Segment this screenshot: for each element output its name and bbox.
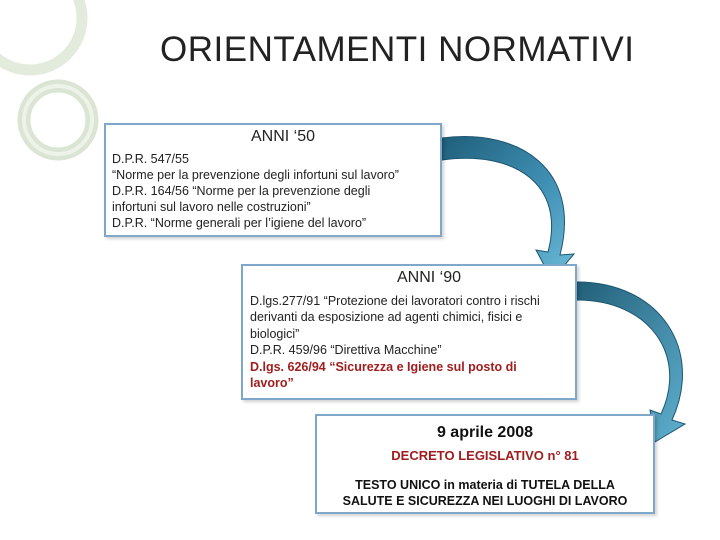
law-line: derivanti da esposizione ad agenti chimici, fisici e xyxy=(250,310,523,324)
decorative-rings-icon xyxy=(0,0,92,154)
box-anni-90 xyxy=(241,264,577,400)
box-heading: ANNI ‘90 xyxy=(396,269,462,286)
decree-date: 9 aprile 2008 xyxy=(436,424,534,441)
law-line: D.P.R. “Norme generali per l’igiene del lavoro” xyxy=(112,216,367,230)
testo-unico-text xyxy=(323,477,647,509)
decree-title: DECRETO LEGISLATIVO n° 81 xyxy=(391,448,579,463)
law-line: “Norme per la prevenzione degli infortuni sul lavoro” xyxy=(112,168,399,182)
law-line: D.P.R. 547/55 xyxy=(112,152,189,166)
box-2008 xyxy=(315,414,655,514)
law-line-highlight: D.lgs. 626/94 “Sicurezza e Igiene sul posto di xyxy=(250,359,517,374)
testo-line: SALUTE E SICUREZZA NEI LUOGHI DI LAVORO xyxy=(342,494,628,508)
law-line: infortuni sul lavoro nelle costruzioni” xyxy=(112,200,311,214)
curved-arrow-icon xyxy=(442,137,574,280)
law-line: biologici” xyxy=(250,326,300,341)
law-line: D.P.R. 164/56 “Norme per la prevenzione degli xyxy=(112,184,371,198)
slide-title: ORIENTAMENTI NORMATIVI xyxy=(160,30,635,69)
law-line: D.lgs.277/91 “Protezione dei lavoratori contro i rischi xyxy=(250,293,540,308)
box-heading: ANNI ‘50 xyxy=(250,128,316,145)
law-line: D.P.R. 459/96 “Direttiva Macchine” xyxy=(250,343,442,357)
box-anni-50 xyxy=(104,123,442,237)
law-line-highlight: lavoro” xyxy=(250,376,294,390)
testo-line: TESTO UNICO in materia di TUTELA DELLA xyxy=(355,478,615,492)
